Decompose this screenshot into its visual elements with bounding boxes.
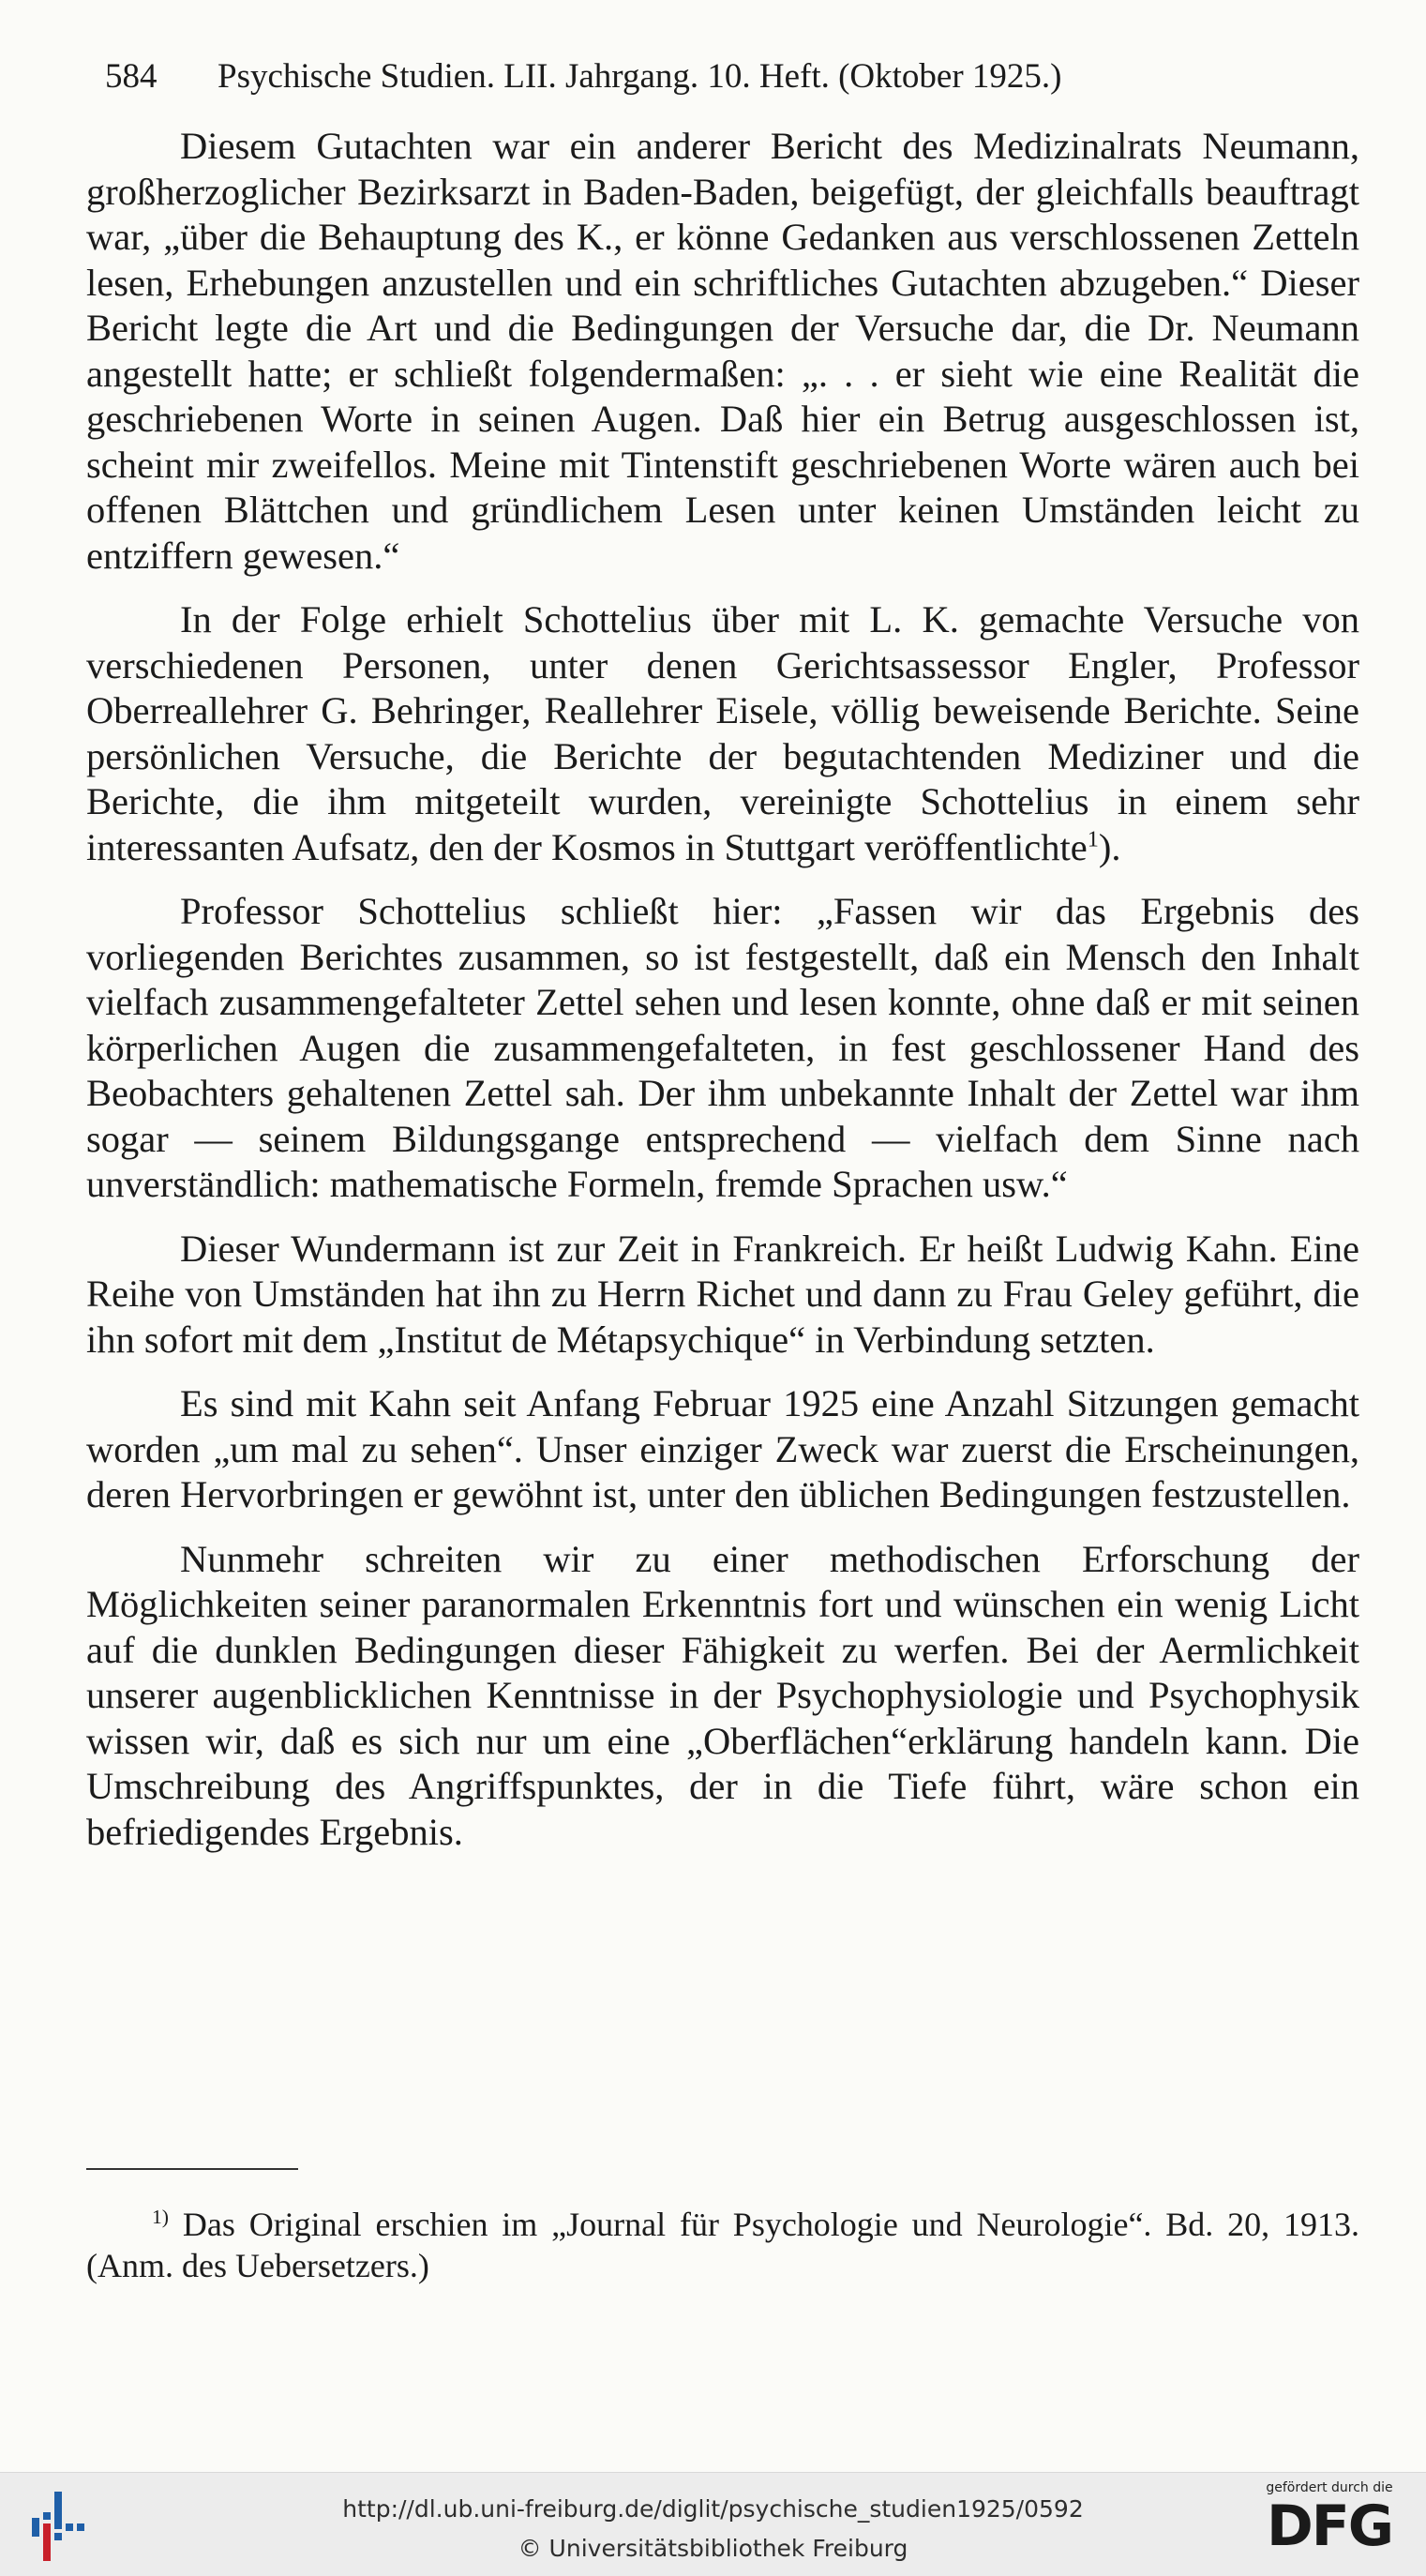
dfg-logo-icon: [1250, 2480, 1409, 2570]
body-text: [86, 124, 1359, 1874]
footnote-text: Das Original erschien im „Journal für Psychologie und Neurologie“. Bd. 20, 1913. (Anm. des Uebersetzers.): [86, 2206, 1359, 2284]
paragraph: Nunmehr schreiten wir zu einer methodischen Erforschung der Möglichkeiten seiner paranormalen Erkenntnis fort und wünschen ein wenig Licht auf die dunklen Bedingungen dieser Fähigkeit zu werfen. Bei der Aermlichkeit unserer augenblicklichen Kenntnisse in der Psychophysiologie und Psychophysik wissen wir, daß es sich nur um eine „Oberflächen“erklärung handeln kann. Die Umschreibung des Angriffspunktes, der in die Tiefe führt, wäre schon ein befriedigendes Ergebnis.: [86, 1537, 1359, 1853]
dfg-logo-text: DFG: [1266, 2493, 1393, 2559]
source-url-link[interactable]: http://dl.ub.uni-freiburg.de/diglit/psychische_studien1925/0592: [342, 2495, 1084, 2523]
footnote: [86, 2204, 1359, 2286]
footnote-reference-close: ).: [1098, 825, 1121, 868]
paragraph: [86, 597, 1359, 870]
paragraph: Professor Schottelius schließt hier: „Fassen wir das Ergebnis des vorliegenden Berichtes zusammen, so ist festgestellt, daß ein Mensch den Inhalt vielfach zusammengefalteter Zettel sehen und lesen konnte, ohne daß er mit seinen körperlichen Augen die zusammengefalteten, in fest geschlossener Hand des Beobachters gehaltenen Zettel sah. Der ihm unbekannte Inhalt der Zettel war ihm sogar — seinem Bildungsgange entsprechend — vielfach dem Sinne nach unverständlich: mathematische Formeln, fremde Sprachen usw.“: [86, 890, 1359, 1205]
copyright-notice: © Universitätsbibliothek Freiburg: [518, 2535, 908, 2562]
footnote-marker: 1): [152, 2206, 169, 2228]
footnote-divider: [86, 2168, 298, 2170]
page-number: 584: [105, 57, 158, 96]
paragraph: Es sind mit Kahn seit Anfang Februar 1925 eine Anzahl Sitzungen gemacht worden „um mal zu sehen“. Unser einziger Zweck war zuerst die Erscheinungen, deren Hervorbringen er gewöhnt ist, unter den üblichen Bedingungen festzustellen.: [86, 1382, 1359, 1515]
paragraph: Diesem Gutachten war ein anderer Bericht des Medizinalrats Neumann, großherzoglicher Bezirksarzt in Baden-Baden, beigefügt, der gleichfalls beauftragt war, „über die Behauptung des K., er könne Gedanken aus verschlossenen Zetteln lesen, Erhebungen anzustellen und ein schriftliches Gutachten abzugeben.“ Dieser Bericht legte die Art und die Bedingungen der Versuche dar, die Dr. Neumann angestellt hatte; er schließt folgendermaßen: „. . . er sieht wie eine Realität die geschriebenen Worte in seinen Augen. Daß hier ein Betrug ausgeschlossen ist, scheint mir zweifellos. Meine mit Tintenstift geschriebenen Worte wären auch bei offenen Blättchen und gründlichem Lesen unter keinen Umständen leicht zu entziffern gewesen.“: [86, 125, 1359, 577]
running-header: [105, 49, 1268, 105]
paragraph: Dieser Wundermann ist zur Zeit in Frankreich. Er heißt Ludwig Kahn. Eine Reihe von Umständen hat ihn zu Herrn Richet und dann zu Frau Geley geführt, die ihn sofort mit dem „Institut de Métapsychique“ in Verbindung setzten.: [86, 1227, 1359, 1361]
running-title: Psychische Studien. LII. Jahrgang. 10. Heft. (Oktober 1925.): [218, 57, 1062, 96]
viewer-footer: [0, 2472, 1426, 2576]
paragraph-text: In der Folge erhielt Schottelius über mit L. K. gemachte Versuche von verschiedenen Personen, unter denen Gerichtsassessor Engler, Professor Oberreallehrer G. Behringer, Reallehrer Eisele, völlig beweisende Berichte. Seine persönlichen Versuche, die Berichte der begutachtenden Mediziner und die Berichte, die ihm mitgeteilt wurden, vereinigte Schottelius in einem sehr interessanten Aufsatz, den der Kosmos in Stuttgart veröffentlichte: [86, 598, 1359, 868]
footnote-reference[interactable]: 1: [1087, 826, 1099, 851]
dfg-caption: gefördert durch die: [1266, 2480, 1393, 2495]
